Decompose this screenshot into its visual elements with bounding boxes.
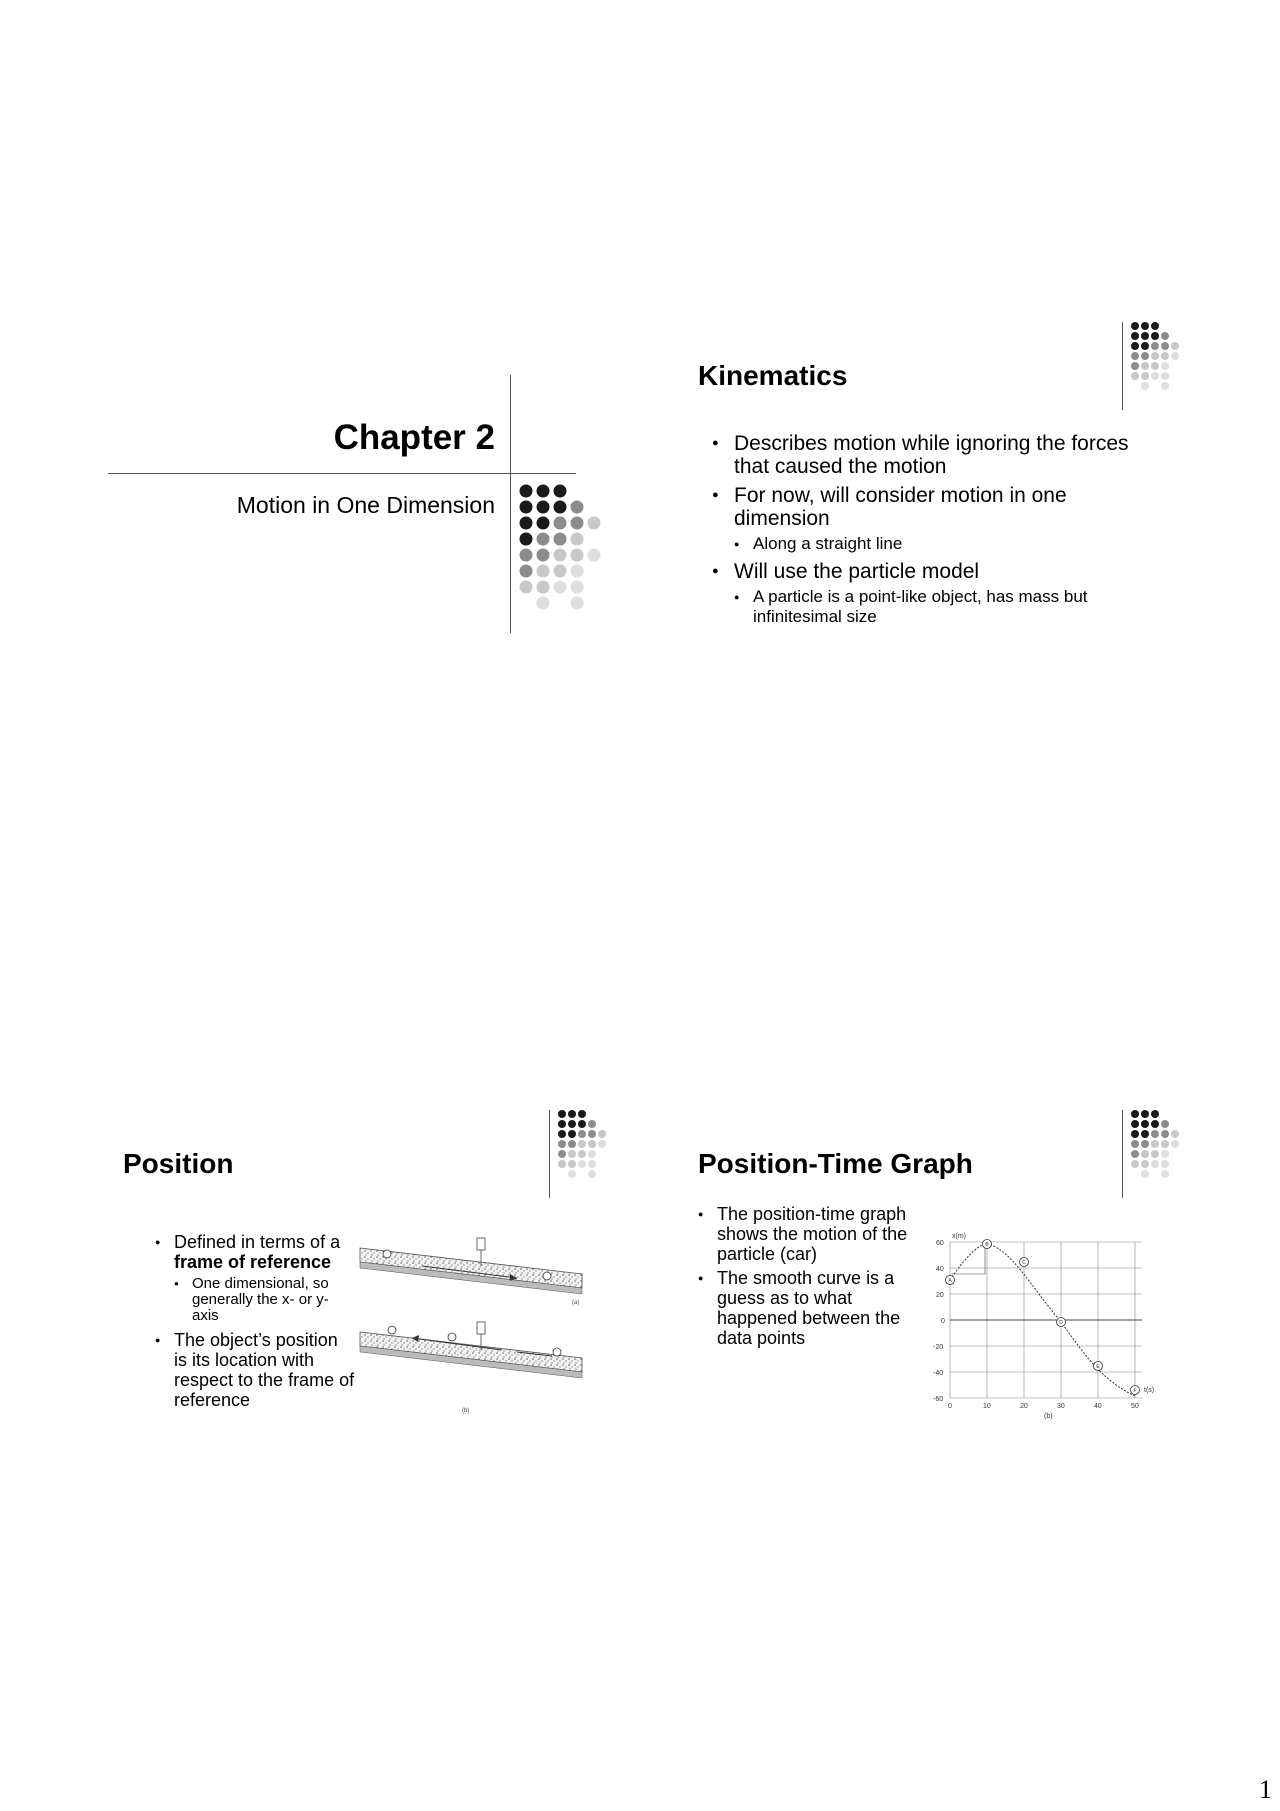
chapter-title: Chapter 2	[333, 418, 495, 457]
bullet: ● Describes motion while ignoring the forces that caused the motion	[712, 432, 1152, 478]
decorative-dot-grid-small	[555, 1108, 615, 1188]
sub-bullet: ● One dimensional, so generally the x- or y-axis	[174, 1276, 355, 1324]
graph-panel-label: (b)	[1044, 1413, 1053, 1420]
x-tick: 40	[1094, 1403, 1102, 1410]
point-label: C	[1022, 1260, 1026, 1266]
y-tick: -40	[933, 1370, 944, 1377]
x-tick: 0	[948, 1403, 952, 1410]
road-frame-of-reference-figure	[352, 1232, 592, 1417]
point-label: F	[1133, 1388, 1137, 1394]
decorative-dot-grid-small	[1128, 320, 1188, 400]
y-tick: -20	[933, 1344, 944, 1351]
position-time-graph	[930, 1230, 1170, 1430]
y-axis-label: x(m)	[952, 1233, 966, 1240]
x-tick: 10	[983, 1403, 991, 1410]
title-divider-vertical	[510, 375, 511, 633]
y-tick: 20	[936, 1292, 944, 1299]
point-label: A	[948, 1278, 952, 1284]
kinematics-bullets	[712, 432, 1152, 633]
x-tick: 30	[1057, 1403, 1065, 1410]
decorative-dot-grid-small	[1128, 1108, 1188, 1188]
figure-label-b: (b)	[462, 1408, 470, 1414]
point-label: E	[1096, 1364, 1100, 1370]
y-tick: -60	[933, 1396, 944, 1403]
position-corner-line	[549, 1110, 550, 1198]
point-label: B	[985, 1242, 989, 1248]
point-label: D	[1059, 1320, 1063, 1326]
graph-grid	[950, 1242, 1142, 1398]
bullet: ● Defined in terms of a frame of reference ● One dimensional, so generally the x- or y-axis	[155, 1232, 355, 1324]
x-tick: 20	[1020, 1403, 1028, 1410]
title-divider-horizontal	[108, 473, 576, 474]
y-tick: 0	[941, 1318, 945, 1325]
bullet: ● The object’s position is its location with respect to the frame of reference	[155, 1330, 355, 1410]
position-title: Position	[123, 1148, 234, 1179]
sub-bullet: ● Along a straight line	[734, 534, 1152, 554]
figure-label-a: (a)	[572, 1300, 580, 1306]
kinematics-title: Kinematics	[698, 360, 848, 391]
x-tick: 50	[1131, 1403, 1139, 1410]
sub-bullet: ● A particle is a point-like object, has mass but infinitesimal size	[734, 587, 1152, 627]
page-number: 1	[1259, 1775, 1272, 1804]
bullet: ● Will use the particle model ● A particle is a point-like object, has mass but infinitesimal size	[712, 560, 1152, 627]
decorative-dot-grid	[515, 480, 605, 615]
bullet: ● For now, will consider motion in one dimension ● Along a straight line	[712, 484, 1152, 554]
position-time-title: Position-Time Graph	[698, 1148, 973, 1179]
dot-row	[520, 485, 601, 610]
bullet: ● The position-time graph shows the motion of the particle (car)	[698, 1204, 923, 1264]
graph-bullets	[698, 1204, 923, 1352]
chapter-subtitle: Motion in One Dimension	[236, 492, 495, 518]
kinematics-corner-line	[1122, 322, 1123, 410]
y-tick: 60	[936, 1240, 944, 1247]
position-bullets	[155, 1232, 355, 1414]
y-tick: 40	[936, 1266, 944, 1273]
bullet: ● The smooth curve is a guess as to what happened between the data points	[698, 1268, 923, 1348]
graph-corner-line	[1122, 1110, 1123, 1198]
x-axis-label: t(s)	[1144, 1387, 1155, 1394]
